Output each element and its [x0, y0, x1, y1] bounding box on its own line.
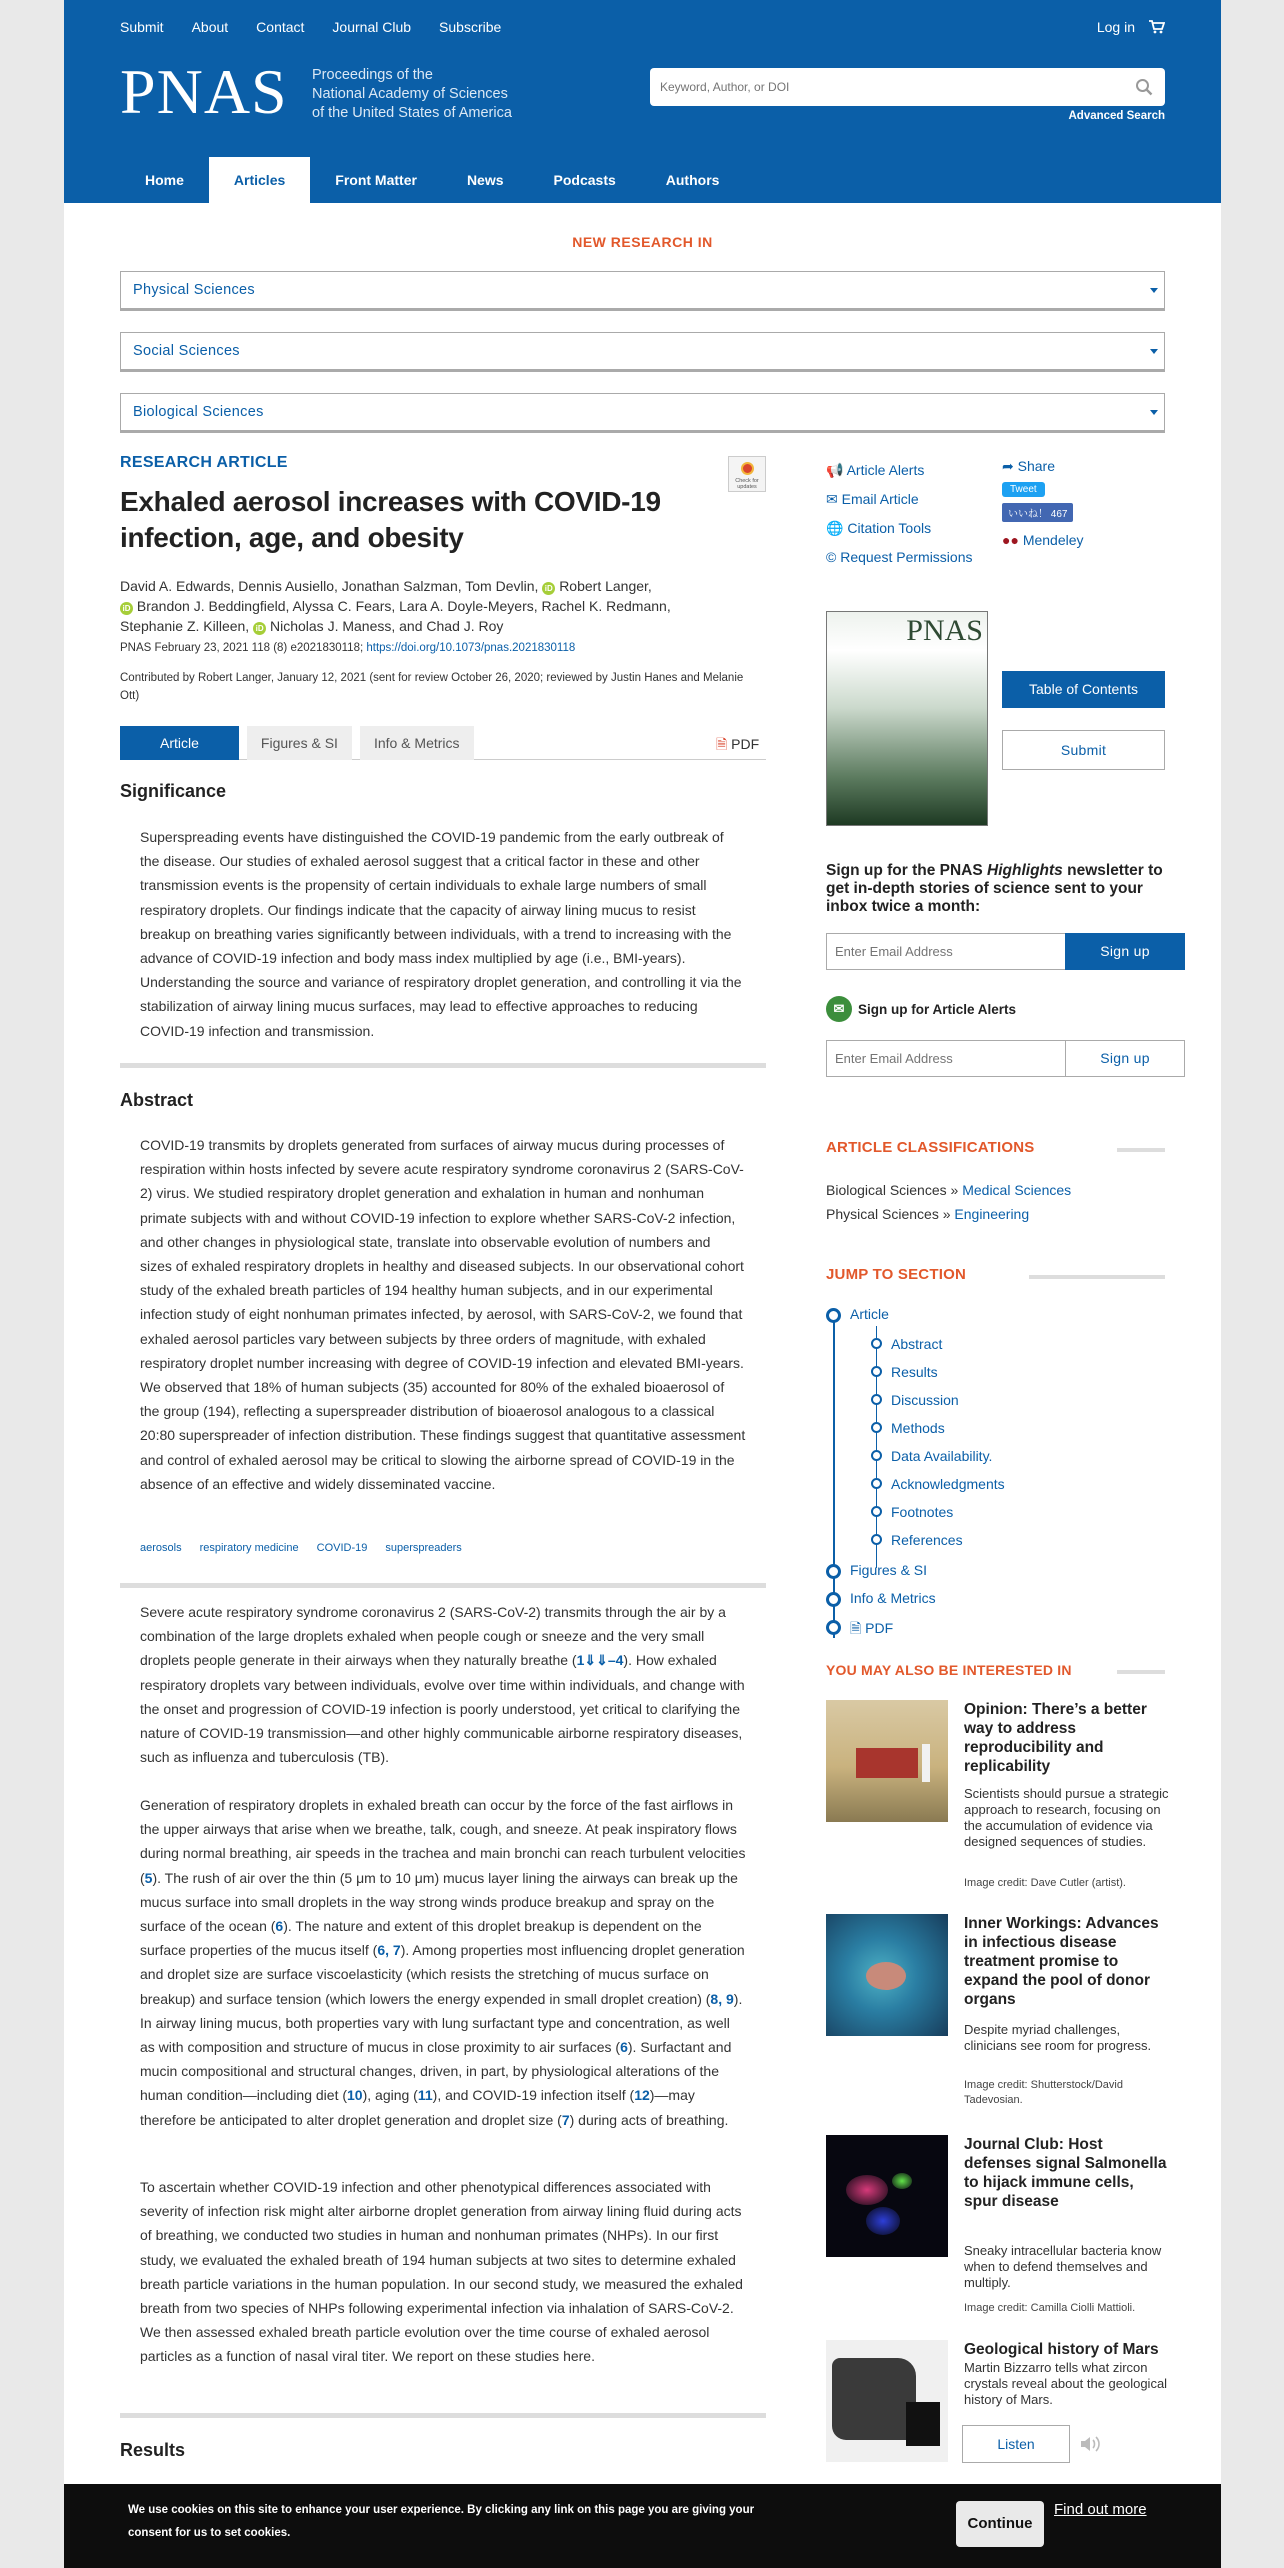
search-input[interactable] — [650, 68, 1165, 106]
facebook-like-button[interactable]: いいね！ 467 — [1002, 503, 1073, 522]
pnas-logo[interactable]: PNAS — [120, 56, 288, 127]
jump-abstract[interactable]: Abstract — [891, 1336, 943, 1352]
related-thumbnail[interactable] — [826, 2135, 948, 2257]
tool-label: Article Alerts — [846, 462, 925, 478]
related-credit: Image credit: Camilla Ciolli Mattioli. — [964, 2302, 1136, 2314]
logo-desc-line: Proceedings of the — [312, 67, 433, 83]
select-biological-sciences[interactable] — [120, 393, 1165, 433]
email-article-link[interactable]: ✉ Email Article — [826, 491, 919, 507]
jump-discussion[interactable]: Discussion — [891, 1392, 959, 1408]
search-icon[interactable] — [1135, 78, 1153, 96]
main-nav — [120, 157, 744, 203]
tree-line — [876, 1326, 877, 1568]
jump-info-metrics[interactable]: Info & Metrics — [850, 1590, 936, 1606]
mendeley-label: Mendeley — [1022, 532, 1084, 548]
orcid-icon[interactable]: iD — [542, 582, 555, 595]
node-icon — [871, 1366, 882, 1377]
related-description: Martin Bizzarro tells what zircon crystals reveal about the geological history of Mars. — [964, 2360, 1168, 2407]
reference-link[interactable]: 5 — [144, 1869, 153, 1886]
related-thumbnail[interactable] — [826, 1700, 948, 1822]
envelope-icon: ✉ — [826, 996, 852, 1022]
select-physical-sciences[interactable] — [120, 271, 1165, 311]
cart-icon[interactable] — [1149, 20, 1165, 34]
keyword-link[interactable]: COVID-19 — [316, 1542, 368, 1554]
heading-rule — [1117, 1148, 1165, 1152]
results-heading: Results — [120, 2440, 186, 2460]
newsletter-signup-button[interactable]: Sign up — [1065, 933, 1185, 970]
jump-article[interactable]: Article — [850, 1306, 889, 1322]
citation — [120, 642, 575, 654]
jump-footnotes[interactable]: Footnotes — [891, 1504, 954, 1520]
alerts-heading-text: Sign up for Article Alerts — [858, 1001, 1017, 1017]
article-alerts-link[interactable]: 📢 Article Alerts — [826, 462, 925, 478]
body-text: ). How exhaled respiratory droplets vary between individuals, evolve over time within individuals, and change with the onset and progression of COVID-19 infection is poorly understood, yet critical to clarifying the nature of COVID-19 transmission—and other highly communicable airborne respiratory diseases, such as influenza and tuberculosis (TB). — [140, 1652, 745, 1766]
caret-down-icon — [1150, 288, 1158, 293]
node-icon — [871, 1422, 882, 1433]
cookie-find-out-more-link[interactable]: Find out more — [1054, 2501, 1147, 2518]
article-type: RESEARCH ARTICLE — [120, 454, 288, 471]
tweet-button[interactable]: Tweet — [1002, 482, 1045, 497]
citation-tools-link[interactable]: 🌐 Citation Tools — [826, 520, 932, 536]
cookie-continue-button[interactable]: Continue — [956, 2501, 1044, 2547]
tab-figures-si[interactable]: Figures & SI — [247, 726, 352, 760]
body-text: ). In airway lining mucus, both properties vary with lung surfactant type and concentration, as well as with composition and structure of mucus in close proximity to air surfaces ( — [140, 1990, 743, 2056]
body-text: Generation of respiratory droplets in exhaled breath can occur by the force of the fast airflows in the upper airways that arise when we breathe, talk, cough, and sneeze. At peak inspiratory flows during normal breathing, air speeds in the trachea and main bronchi can reach turbulent velocities ( — [140, 1797, 746, 1886]
body-text: ) during acts of breathing. — [569, 2111, 729, 2128]
doi-link[interactable]: https://doi.org/10.1073/pnas.2021830118 — [366, 642, 576, 654]
cookie-text: We use cookies on this site to enhance your user experience. By clicking any link on this page you are giving your consent for us to set cookies. — [128, 2504, 755, 2539]
body-text: ). The nature and extent of this droplet breakup is dependent on the surface properties of the mucus itself ( — [140, 1918, 702, 1959]
class-parent: Biological Sciences — [826, 1182, 947, 1198]
table-of-contents-button[interactable]: Table of Contents — [1002, 671, 1165, 708]
crossmark-label: Check for updates — [735, 478, 759, 490]
thumbnail-detail — [856, 1748, 918, 1778]
article-title: Exhaled aerosol increases with COVID-19 infection, age, and obesity — [120, 486, 661, 553]
mendeley-link[interactable] — [1002, 532, 1084, 548]
section-divider — [120, 1583, 766, 1588]
tab-article[interactable]: Article — [120, 726, 239, 760]
section-divider — [120, 2413, 766, 2418]
related-credit: Image credit: Shutterstock/David Tadevosian. — [964, 2079, 1123, 2106]
thumbnail-detail — [866, 1962, 906, 1990]
related-heading: YOU MAY ALSO BE INTERESTED IN — [826, 1662, 1072, 1678]
tab-info-metrics[interactable]: Info & Metrics — [360, 726, 474, 760]
alerts-email-input[interactable] — [826, 1040, 1066, 1077]
jump-data-availability[interactable]: Data Availability. — [891, 1448, 993, 1464]
heading-rule — [1029, 1275, 1165, 1279]
share-icon: ➦ — [1002, 458, 1014, 474]
related-description: Despite myriad challenges, clinicians see room for progress. — [964, 2022, 1152, 2053]
tree-line — [833, 1318, 835, 1638]
author-list — [120, 576, 760, 636]
node-icon — [826, 1592, 841, 1607]
thumbnail-detail — [892, 2173, 912, 2189]
speaker-icon[interactable] — [1079, 2434, 1101, 2454]
orcid-icon[interactable]: iD — [253, 622, 266, 635]
pdf-link[interactable] — [716, 734, 759, 758]
reference-link[interactable]: 10 — [347, 2087, 363, 2104]
journal-cover-image[interactable] — [826, 611, 988, 826]
node-icon — [826, 1620, 841, 1635]
article-tabs — [120, 726, 766, 760]
alerts-signup-button[interactable]: Sign up — [1065, 1040, 1185, 1077]
authors-text[interactable]: Brandon J. Beddingfield, Alyssa C. Fears, Lara A. Doyle-Meyers, Rachel K. Redmann, — [136, 598, 671, 614]
select-label: Social Sciences — [133, 343, 240, 359]
jump-results[interactable]: Results — [891, 1364, 938, 1380]
caret-down-icon — [1150, 349, 1158, 354]
citation-text: PNAS February 23, 2021 118 (8) e2021830118; — [120, 642, 364, 654]
node-icon — [871, 1534, 882, 1545]
share-link[interactable] — [1002, 456, 1084, 476]
jump-pdf[interactable]: 🗎 PDF — [850, 1620, 894, 1636]
jump-acknowledgments[interactable]: Acknowledgments — [891, 1476, 1005, 1492]
node-icon — [871, 1394, 882, 1405]
select-label: Biological Sciences — [133, 404, 264, 420]
nav-podcasts[interactable]: Podcasts — [553, 172, 616, 188]
site-header — [64, 0, 1221, 203]
class-parent: Physical Sciences — [826, 1206, 939, 1222]
reference-link[interactable]: 6 — [275, 1918, 284, 1935]
top-link-submit[interactable]: Submit — [120, 19, 164, 35]
thumbnail-detail — [846, 2175, 888, 2205]
tool-label: Citation Tools — [847, 520, 932, 536]
reference-link[interactable]: 11 — [417, 2087, 433, 2104]
node-icon — [871, 1338, 882, 1349]
section-divider — [120, 1063, 766, 1068]
pdf-label: PDF — [731, 736, 760, 752]
classifications-heading: ARTICLE CLASSIFICATIONS — [826, 1139, 1035, 1156]
logo-desc-line: National Academy of Sciences — [312, 86, 508, 102]
login-area — [1097, 19, 1165, 35]
body-text: ), aging ( — [362, 2087, 418, 2104]
jump-references[interactable]: References — [891, 1532, 963, 1548]
related-description: Sneaky intracellular bacteria know when to defend themselves and multiply. — [964, 2243, 1162, 2290]
node-icon — [871, 1478, 882, 1489]
thumbnail-detail — [866, 2207, 900, 2235]
cover-logo: PNAS — [906, 614, 983, 647]
related-title[interactable]: Inner Workings: Advances in infectious disease treatment promise to expand the pool of donor organs — [964, 1915, 1159, 2008]
significance-text: Superspreading events have distinguished the COVID-19 pandemic from the early outbreak of the disease. Our studies of exhaled aerosol suggest that a critical factor in these and other transmission events is the propensity of certain individuals to exhale large numbers of small respiratory droplets. Our findings indicate that the capacity of airway lining mucus to resist breakup on breathing varies significantly between individuals, with a trend to increasing with the advance of COVID-19 infection and body mass index multiplied by age (i.e., BMI-years). Understanding the source and variance of respiratory droplet generation, and controlling it via the stabilization of airway lining mucus surfaces, may lead to effective approaches to reducing COVID-19 infection and transmission. — [140, 829, 742, 1039]
login-link[interactable]: Log in — [1096, 19, 1135, 35]
node-icon — [871, 1506, 882, 1517]
keyword-link[interactable]: aerosols — [140, 1542, 182, 1554]
newsletter-highlights: Highlights — [987, 862, 1063, 879]
select-social-sciences[interactable] — [120, 332, 1165, 372]
classification-row: Biological Sciences » Medical Sciences — [826, 1182, 1072, 1198]
body-text: ). The rush of air over the thin (5 μm to 10 μm) mucus layer lining the airways can break up the mucus surface into small droplets in the way strong winds produce breakup and spray on the surface of the ocean ( — [140, 1869, 738, 1935]
classification-row: Physical Sciences » Engineering — [826, 1206, 1030, 1222]
request-permissions-link[interactable]: © Request Permissions — [826, 549, 973, 565]
related-description: Scientists should pursue a strategic approach to research, focusing on the accumulation of evidence via designed sequences of studies. — [964, 1786, 1169, 1849]
contributed-by: Contributed by Robert Langer, January 12, 2021 (sent for review October 26, 2020; reviewed by Justin Hanes and Melanie Ott) — [120, 672, 744, 702]
keyword-link[interactable]: respiratory medicine — [199, 1542, 299, 1554]
top-links — [120, 19, 501, 35]
abstract-text: COVID-19 transmits by droplets generated from surfaces of airway mucus during processes of respiration within hosts infected by severe acute respiratory syndrome coronavirus 2 (SARS-CoV-2) virus. We studied respiratory droplet generation and exhalation in human and nonhuman primate subjects with and without COVID-19 infection to explore whether SARS-CoV-2 infection, and other changes in physiological state, translate into observable evolution of numbers and sizes of exhaled respiratory droplets in healthy and diseased subjects. In our observational cohort study of the exhaled breath particles of 194 healthy human subjects, and in our experimental infection study of eight nonhuman primates infected, by aerosol, with SARS-CoV-2, we found that exhaled aerosol particles vary between subjects by three orders of magnitude, with exhaled respiratory droplet number increasing with degree of COVID-19 infection and elevated BMI-years. We observed that 18% of human subjects (35) accounted for 80% of the exhaled bioaerosol of the group (194), reflecting a superspreader distribution of bioaerosol analogous to a classical 20:80 superspreader of infection distribution. These findings suggest that quantitative assessment and control of exhaled aerosol may be critical to slowing the airborne spread of COVID-19 in the absence of an effective and widely disseminated vaccine. — [140, 1137, 746, 1492]
logo-desc-line: of the United States of America — [312, 105, 512, 121]
related-title[interactable]: Opinion: There’s a better way to address reproducibility and replicability — [964, 1701, 1147, 1775]
share-tools — [1002, 456, 1084, 548]
related-thumbnail[interactable] — [826, 2340, 948, 2462]
newsletter-prompt — [826, 862, 1186, 916]
caret-down-icon — [1150, 410, 1158, 415]
class-link-engineering[interactable]: Engineering — [954, 1206, 1030, 1222]
nav-news[interactable]: News — [466, 172, 504, 188]
heading-rule — [1117, 1670, 1165, 1674]
class-link-medical-sciences[interactable]: Medical Sciences — [962, 1182, 1072, 1198]
body-text: ), and COVID-19 infection itself ( — [432, 2087, 635, 2104]
node-icon — [871, 1450, 882, 1461]
thumbnail-detail — [922, 1744, 930, 1782]
submit-button[interactable]: Submit — [1002, 730, 1165, 770]
nav-home[interactable]: Home — [145, 172, 184, 188]
logo-description — [312, 66, 512, 123]
nav-front-matter[interactable]: Front Matter — [335, 172, 417, 188]
nav-articles[interactable]: Articles — [209, 157, 310, 203]
newsletter-text: Sign up for the PNAS — [826, 862, 988, 879]
tool-label: Email Article — [841, 491, 919, 507]
newsletter-text: newsletter to get in-depth stories of science sent to your inbox twice a month: — [826, 862, 1163, 915]
pdf-file-icon: 🗎 — [716, 736, 728, 752]
authors-text[interactable]: Nicholas J. Maness, and Chad J. Roy — [269, 618, 504, 634]
abstract-heading: Abstract — [120, 1090, 194, 1110]
authors-text[interactable]: Robert Langer, — [559, 578, 652, 594]
node-icon — [826, 1308, 841, 1323]
select-label: Physical Sciences — [133, 282, 255, 298]
related-title[interactable]: Journal Club: Host defenses signal Salmonella to hijack immune cells, spur disease — [964, 2136, 1167, 2210]
thumbnail-detail — [832, 2358, 916, 2440]
body-text: ). Surfactant and mucin compositional and structural changes, driven, in part, by physiological alterations of the human condition—including diet ( — [140, 2039, 732, 2104]
article-alerts-heading — [826, 996, 1016, 1022]
reference-link[interactable]: 1⇓⇓–4 — [576, 1652, 624, 1669]
body-text: ). Among properties most influencing droplet generation and droplet size are surface viscoelasticity (which resists the stretching of mucus surface on breakup) and surface tension (which lowers the energy expended in small droplet creation) ( — [140, 1942, 745, 2007]
authors-text[interactable]: David A. Edwards, Dennis Ausiello, Jonathan Salzman, Tom Devlin, — [120, 578, 539, 594]
related-credit: Image credit: Dave Cutler (artist). — [964, 1877, 1126, 1889]
nav-authors[interactable]: Authors — [665, 172, 720, 188]
intro-paragraph-2 — [140, 1793, 746, 2132]
cookie-banner — [64, 2484, 1221, 2568]
related-thumbnail[interactable] — [826, 1914, 948, 2036]
newsletter-email-input[interactable] — [826, 933, 1066, 970]
body-text: Severe acute respiratory syndrome coronavirus 2 (SARS-CoV-2) transmits through the air by a combination of the large droplets exhaled when people cough or sneeze and the very small droplets people generate in their airways when they naturally breathe ( — [140, 1604, 726, 1669]
jump-methods[interactable]: Methods — [891, 1420, 945, 1436]
crossmark-icon — [741, 462, 754, 475]
intro-paragraph-3: To ascertain whether COVID-19 infection and other phenotypical differences associated with severity of infection risk might alter airborne droplet generation from airway lining fluid during acts of breathing, we conducted two studies in human and nonhuman primates (NHPs). In our first study, we evaluated the exhaled breath of 194 human subjects at two sites to determine exhaled breath particle variations in the human population. In our second study, we measured the exhaled breath from two species of NHPs following experimental infection via inhalation of SARS-CoV-2. We then assessed exhaled breath particle evolution over the time course of exhaled aerosol particles as a function of nasal viral titer. We report on these studies here. — [140, 2179, 743, 2365]
reference-link[interactable]: 6 — [620, 2039, 628, 2056]
authors-text[interactable]: Stephanie Z. Killeen, — [120, 618, 250, 634]
article-tools — [826, 456, 972, 572]
node-icon — [826, 1564, 841, 1579]
jump-figures-si[interactable]: Figures & SI — [850, 1562, 928, 1578]
top-link-contact[interactable]: Contact — [256, 19, 305, 35]
significance-heading: Significance — [120, 781, 227, 801]
body-text: )—may therefore be anticipated to alter droplet generation and droplet size ( — [140, 2087, 695, 2128]
search-box — [650, 68, 1165, 106]
thumbnail-detail — [906, 2402, 940, 2446]
mendeley-icon: ●● — [1002, 532, 1019, 548]
reference-link[interactable]: 12 — [634, 2087, 650, 2104]
reference-link[interactable]: 6, 7 — [377, 1942, 401, 1959]
intro-paragraph-1 — [140, 1600, 746, 1769]
page — [64, 0, 1221, 2568]
top-link-about[interactable]: About — [191, 19, 229, 35]
orcid-icon[interactable]: iD — [120, 602, 133, 615]
reference-link[interactable]: 7 — [561, 2111, 570, 2128]
advanced-search-link[interactable]: Advanced Search — [1068, 110, 1165, 122]
jump-heading: JUMP TO SECTION — [826, 1266, 966, 1283]
reference-link[interactable]: 8, 9 — [710, 1990, 734, 2007]
keywords — [140, 1542, 462, 1554]
listen-button[interactable]: Listen — [962, 2425, 1070, 2463]
share-label: Share — [1017, 458, 1055, 474]
related-title[interactable]: Geological history of Mars — [964, 2341, 1159, 2358]
top-link-subscribe[interactable]: Subscribe — [439, 19, 502, 35]
keyword-link[interactable]: superspreaders — [385, 1542, 462, 1554]
new-research-title: NEW RESEARCH IN — [572, 234, 713, 250]
top-link-journal-club[interactable]: Journal Club — [332, 19, 412, 35]
jump-pdf-label: PDF — [865, 1620, 894, 1636]
